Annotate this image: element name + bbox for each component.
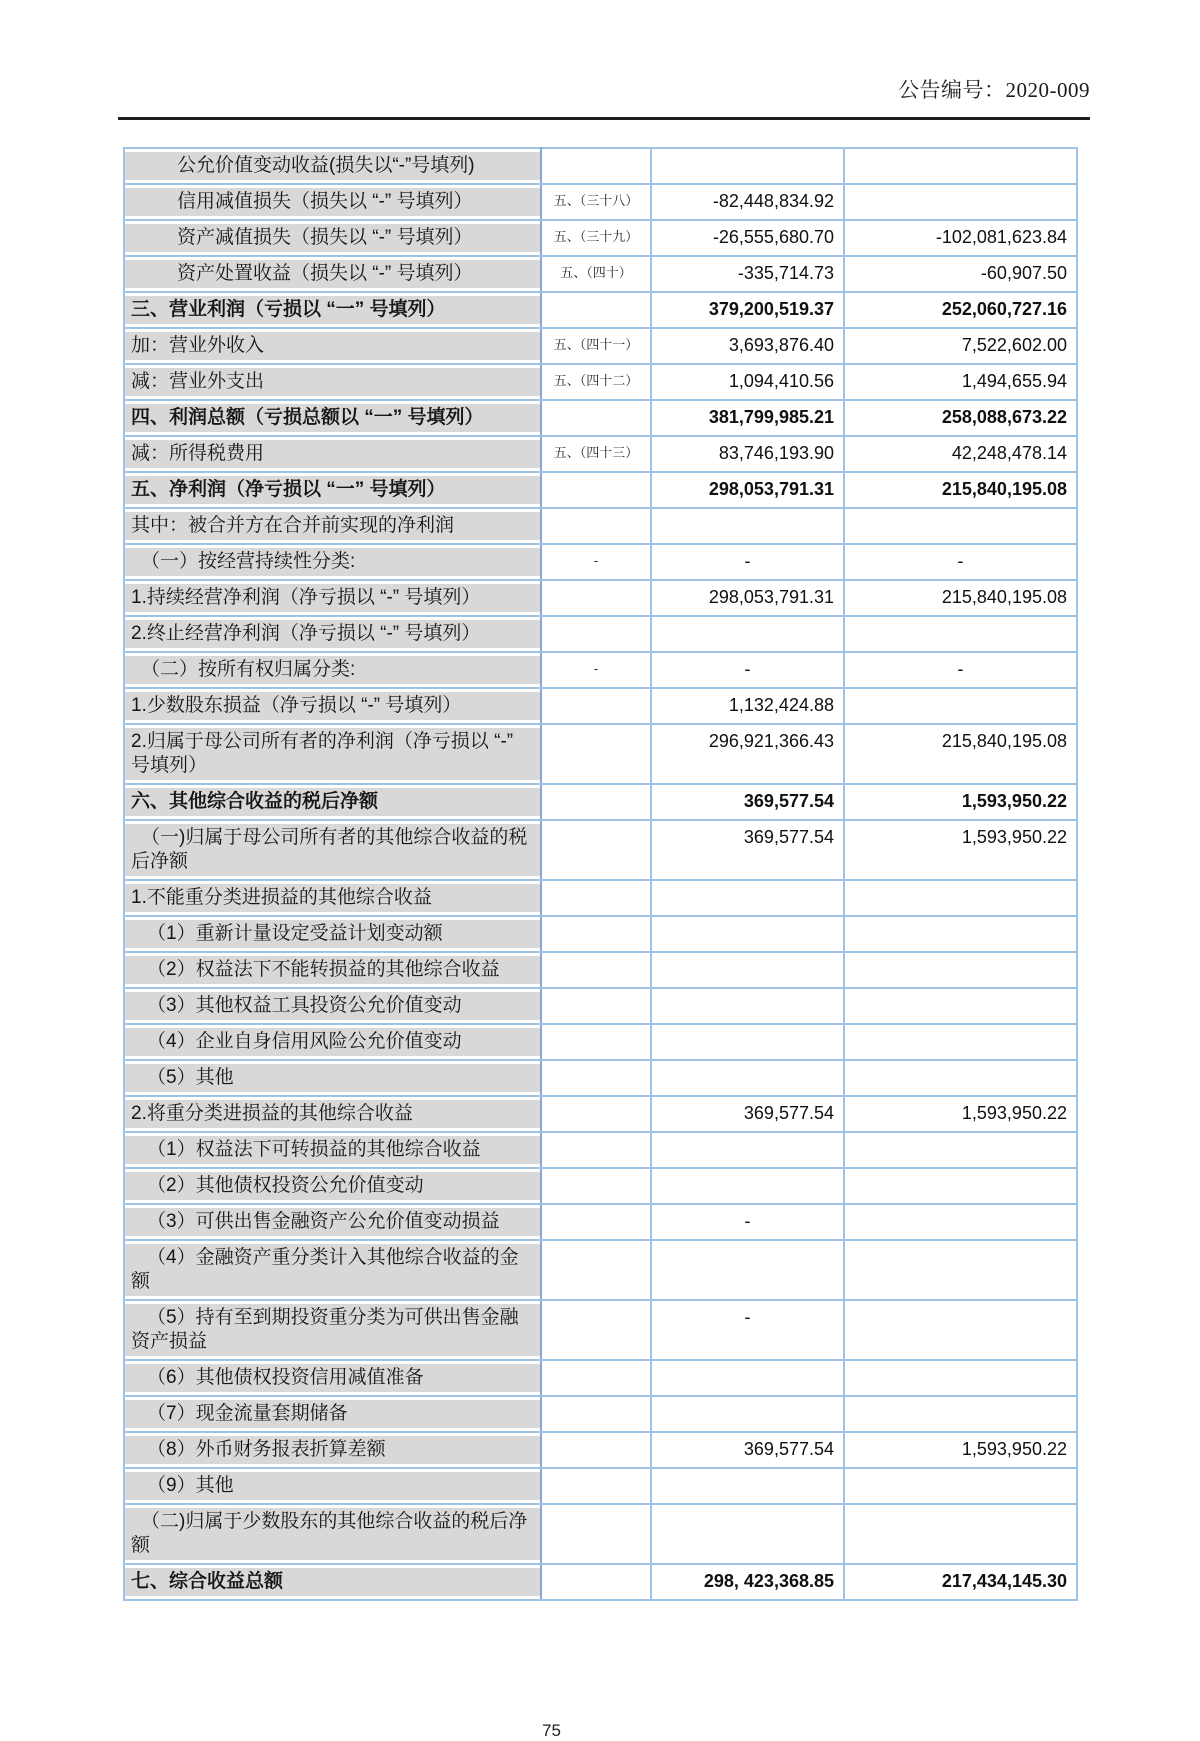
row-label: （1）重新计量设定受益计划变动额 bbox=[125, 920, 540, 948]
row-label: 六、其他综合收益的税后净额 bbox=[125, 788, 540, 816]
row-label-cell bbox=[124, 1360, 541, 1396]
prior-period-amount-cell bbox=[844, 1168, 1077, 1204]
current-period-amount-cell bbox=[651, 1504, 844, 1564]
prior-period-amount-cell bbox=[844, 1060, 1077, 1096]
prior-period-amount-cell bbox=[844, 688, 1077, 724]
table-row bbox=[124, 364, 1077, 400]
row-label-cell bbox=[124, 1060, 541, 1096]
row-label: （5）其他 bbox=[125, 1064, 540, 1092]
prior-period-amount-cell: 215,840,195.08 bbox=[844, 472, 1077, 508]
current-period-amount-cell bbox=[651, 1024, 844, 1060]
current-period-amount-cell: 369,577.54 bbox=[651, 820, 844, 880]
page-number-text: 75 bbox=[542, 1721, 561, 1740]
table-row bbox=[124, 184, 1077, 220]
prior-period-amount-cell bbox=[844, 1204, 1077, 1240]
table-row bbox=[124, 1300, 1077, 1360]
current-period-amount-cell: 1,094,410.56 bbox=[651, 364, 844, 400]
table-row bbox=[124, 580, 1077, 616]
table-row bbox=[124, 1168, 1077, 1204]
row-label-cell bbox=[124, 1168, 541, 1204]
note-reference-cell: 五、（四十） bbox=[541, 256, 651, 292]
row-label: 1.少数股东损益（净亏损以 “-” 号填列） bbox=[125, 692, 540, 720]
row-label-cell bbox=[124, 1132, 541, 1168]
table-row bbox=[124, 688, 1077, 724]
row-label: 1.持续经营净利润（净亏损以 “-” 号填列） bbox=[125, 584, 540, 612]
note-reference-cell bbox=[541, 880, 651, 916]
current-period-amount-cell: 1,132,424.88 bbox=[651, 688, 844, 724]
current-period-amount-cell: - bbox=[651, 544, 844, 580]
table-row bbox=[124, 472, 1077, 508]
table-row bbox=[124, 988, 1077, 1024]
prior-period-amount-cell: - bbox=[844, 544, 1077, 580]
table-row bbox=[124, 916, 1077, 952]
row-label: （5）持有至到期投资重分类为可供出售金融资产损益 bbox=[125, 1304, 540, 1356]
current-period-amount-cell bbox=[651, 1132, 844, 1168]
row-label-cell bbox=[124, 148, 541, 184]
current-period-amount-cell bbox=[651, 1468, 844, 1504]
row-label-cell bbox=[124, 616, 541, 652]
prior-period-amount-cell bbox=[844, 880, 1077, 916]
note-reference-cell bbox=[541, 1564, 651, 1600]
table-row bbox=[124, 508, 1077, 544]
note-reference-cell bbox=[541, 1240, 651, 1300]
current-period-amount-cell bbox=[651, 1168, 844, 1204]
row-label: （6）其他债权投资信用减值准备 bbox=[125, 1364, 540, 1392]
note-reference-cell bbox=[541, 580, 651, 616]
row-label-cell bbox=[124, 544, 541, 580]
note-reference-cell bbox=[541, 1432, 651, 1468]
note-reference-cell bbox=[541, 148, 651, 184]
prior-period-amount-cell: 1,593,950.22 bbox=[844, 1432, 1077, 1468]
row-label: 其中：被合并方在合并前实现的净利润 bbox=[125, 512, 540, 540]
row-label: （一）按经营持续性分类: bbox=[125, 548, 540, 576]
current-period-amount-cell: 298,053,791.31 bbox=[651, 472, 844, 508]
row-label: 四、利润总额（亏损总额以 “一” 号填列） bbox=[125, 404, 540, 432]
page-number bbox=[123, 1721, 1076, 1741]
table-row bbox=[124, 400, 1077, 436]
row-label-cell bbox=[124, 1432, 541, 1468]
note-reference-cell bbox=[541, 1168, 651, 1204]
row-label-cell bbox=[124, 1300, 541, 1360]
note-reference-cell bbox=[541, 820, 651, 880]
row-label: 2.终止经营净利润（净亏损以 “-” 号填列） bbox=[125, 620, 540, 648]
prior-period-amount-cell bbox=[844, 1300, 1077, 1360]
prior-period-amount-cell: - bbox=[844, 652, 1077, 688]
current-period-amount-cell: 369,577.54 bbox=[651, 1432, 844, 1468]
table-row bbox=[124, 328, 1077, 364]
table-row bbox=[124, 148, 1077, 184]
note-reference-cell: 五、（三十八） bbox=[541, 184, 651, 220]
row-label: （8）外币财务报表折算差额 bbox=[125, 1436, 540, 1464]
row-label: 减：营业外支出 bbox=[125, 368, 540, 396]
prior-period-amount-cell bbox=[844, 148, 1077, 184]
note-reference-cell bbox=[541, 688, 651, 724]
note-reference-cell bbox=[541, 400, 651, 436]
row-label-cell bbox=[124, 1396, 541, 1432]
note-reference-cell: 五、（四十二） bbox=[541, 364, 651, 400]
current-period-amount-cell: 296,921,366.43 bbox=[651, 724, 844, 784]
table-row bbox=[124, 1132, 1077, 1168]
prior-period-amount-cell bbox=[844, 1132, 1077, 1168]
row-label-cell bbox=[124, 1096, 541, 1132]
current-period-amount-cell: 381,799,985.21 bbox=[651, 400, 844, 436]
prior-period-amount-cell bbox=[844, 1468, 1077, 1504]
row-label-cell bbox=[124, 952, 541, 988]
row-label: （9）其他 bbox=[125, 1472, 540, 1500]
table-row bbox=[124, 1060, 1077, 1096]
row-label: （4）金融资产重分类计入其他综合收益的金额 bbox=[125, 1244, 540, 1296]
table-row bbox=[124, 256, 1077, 292]
table-row bbox=[124, 652, 1077, 688]
row-label-cell bbox=[124, 508, 541, 544]
row-label: （4）企业自身信用风险公允价值变动 bbox=[125, 1028, 540, 1056]
row-label: 公允价值变动收益(损失以“-”号填列) bbox=[125, 152, 540, 180]
table-row bbox=[124, 1096, 1077, 1132]
announcement-number: 公告编号：2020-009 bbox=[898, 78, 1090, 102]
current-period-amount-cell: 369,577.54 bbox=[651, 1096, 844, 1132]
row-label-cell bbox=[124, 820, 541, 880]
row-label-cell bbox=[124, 1468, 541, 1504]
prior-period-amount-cell: 1,593,950.22 bbox=[844, 1096, 1077, 1132]
current-period-amount-cell bbox=[651, 616, 844, 652]
row-label: （一)归属于母公司所有者的其他综合收益的税后净额 bbox=[125, 824, 540, 876]
note-reference-cell: 五、（四十三） bbox=[541, 436, 651, 472]
prior-period-amount-cell bbox=[844, 1240, 1077, 1300]
row-label: 信用减值损失（损失以 “-” 号填列） bbox=[125, 188, 540, 216]
current-period-amount-cell: 83,746,193.90 bbox=[651, 436, 844, 472]
row-label-cell bbox=[124, 436, 541, 472]
current-period-amount-cell: 379,200,519.37 bbox=[651, 292, 844, 328]
prior-period-amount-cell: -102,081,623.84 bbox=[844, 220, 1077, 256]
prior-period-amount-cell: 258,088,673.22 bbox=[844, 400, 1077, 436]
note-reference-cell bbox=[541, 1360, 651, 1396]
current-period-amount-cell: - bbox=[651, 1300, 844, 1360]
note-reference-cell: - bbox=[541, 652, 651, 688]
note-reference-cell bbox=[541, 988, 651, 1024]
note-reference-cell bbox=[541, 1096, 651, 1132]
prior-period-amount-cell: 1,593,950.22 bbox=[844, 820, 1077, 880]
current-period-amount-cell bbox=[651, 880, 844, 916]
prior-period-amount-cell: 7,522,602.00 bbox=[844, 328, 1077, 364]
note-reference-cell bbox=[541, 1024, 651, 1060]
note-reference-cell bbox=[541, 1300, 651, 1360]
prior-period-amount-cell bbox=[844, 508, 1077, 544]
note-reference-cell bbox=[541, 1504, 651, 1564]
row-label-cell bbox=[124, 880, 541, 916]
prior-period-amount-cell bbox=[844, 1024, 1077, 1060]
row-label-cell bbox=[124, 1504, 541, 1564]
prior-period-amount-cell: 217,434,145.30 bbox=[844, 1564, 1077, 1600]
row-label-cell bbox=[124, 472, 541, 508]
note-reference-cell bbox=[541, 508, 651, 544]
row-label-cell bbox=[124, 1204, 541, 1240]
row-label-cell bbox=[124, 184, 541, 220]
table-row bbox=[124, 436, 1077, 472]
note-reference-cell bbox=[541, 952, 651, 988]
prior-period-amount-cell bbox=[844, 616, 1077, 652]
prior-period-amount-cell bbox=[844, 1360, 1077, 1396]
prior-period-amount-cell bbox=[844, 952, 1077, 988]
row-label-cell bbox=[124, 916, 541, 952]
table-row bbox=[124, 1024, 1077, 1060]
row-label-cell bbox=[124, 400, 541, 436]
row-label-cell bbox=[124, 220, 541, 256]
current-period-amount-cell bbox=[651, 1060, 844, 1096]
current-period-amount-cell: 298,053,791.31 bbox=[651, 580, 844, 616]
row-label: （二)归属于少数股东的其他综合收益的税后净额 bbox=[125, 1508, 540, 1560]
prior-period-amount-cell: 42,248,478.14 bbox=[844, 436, 1077, 472]
row-label: （1）权益法下可转损益的其他综合收益 bbox=[125, 1136, 540, 1164]
table-row bbox=[124, 1360, 1077, 1396]
table-row bbox=[124, 1468, 1077, 1504]
income-statement-table bbox=[123, 147, 1078, 1601]
table-row bbox=[124, 292, 1077, 328]
row-label-cell bbox=[124, 580, 541, 616]
row-label-cell bbox=[124, 292, 541, 328]
row-label-cell bbox=[124, 1564, 541, 1600]
table-row bbox=[124, 1204, 1077, 1240]
prior-period-amount-cell: 1,593,950.22 bbox=[844, 784, 1077, 820]
prior-period-amount-cell bbox=[844, 184, 1077, 220]
row-label: 七、综合收益总额 bbox=[125, 1568, 540, 1596]
row-label: 资产处置收益（损失以 “-” 号填列） bbox=[125, 260, 540, 288]
table-row bbox=[124, 544, 1077, 580]
prior-period-amount-cell bbox=[844, 988, 1077, 1024]
prior-period-amount-cell bbox=[844, 916, 1077, 952]
table-row bbox=[124, 1504, 1077, 1564]
table-row bbox=[124, 784, 1077, 820]
row-label-cell bbox=[124, 784, 541, 820]
header-rule bbox=[118, 117, 1090, 120]
row-label-cell bbox=[124, 1240, 541, 1300]
current-period-amount-cell bbox=[651, 916, 844, 952]
table-row bbox=[124, 616, 1077, 652]
row-label-cell bbox=[124, 1024, 541, 1060]
current-period-amount-cell: - bbox=[651, 1204, 844, 1240]
row-label: （3）可供出售金融资产公允价值变动损益 bbox=[125, 1208, 540, 1236]
table-row bbox=[124, 1396, 1077, 1432]
table-row bbox=[124, 220, 1077, 256]
current-period-amount-cell bbox=[651, 1396, 844, 1432]
prior-period-amount-cell: 1,494,655.94 bbox=[844, 364, 1077, 400]
prior-period-amount-cell bbox=[844, 1504, 1077, 1564]
current-period-amount-cell: 3,693,876.40 bbox=[651, 328, 844, 364]
row-label: （2）其他债权投资公允价值变动 bbox=[125, 1172, 540, 1200]
row-label: （2）权益法下不能转损益的其他综合收益 bbox=[125, 956, 540, 984]
current-period-amount-cell bbox=[651, 952, 844, 988]
note-reference-cell: 五、（四十一） bbox=[541, 328, 651, 364]
note-reference-cell bbox=[541, 616, 651, 652]
row-label-cell bbox=[124, 256, 541, 292]
row-label-cell bbox=[124, 328, 541, 364]
row-label: 减：所得税费用 bbox=[125, 440, 540, 468]
current-period-amount-cell bbox=[651, 148, 844, 184]
current-period-amount-cell bbox=[651, 508, 844, 544]
note-reference-cell bbox=[541, 1204, 651, 1240]
current-period-amount-cell: 298, 423,368.85 bbox=[651, 1564, 844, 1600]
current-period-amount-cell bbox=[651, 988, 844, 1024]
current-period-amount-cell bbox=[651, 1240, 844, 1300]
current-period-amount-cell: 369,577.54 bbox=[651, 784, 844, 820]
current-period-amount-cell: - bbox=[651, 652, 844, 688]
row-label: （二）按所有权归属分类: bbox=[125, 656, 540, 684]
note-reference-cell bbox=[541, 1468, 651, 1504]
prior-period-amount-cell: -60,907.50 bbox=[844, 256, 1077, 292]
prior-period-amount-cell: 215,840,195.08 bbox=[844, 724, 1077, 784]
row-label-cell bbox=[124, 988, 541, 1024]
table-row bbox=[124, 724, 1077, 784]
row-label: 1.不能重分类进损益的其他综合收益 bbox=[125, 884, 540, 912]
row-label: 2.归属于母公司所有者的净利润（净亏损以 “-” 号填列） bbox=[125, 728, 540, 780]
note-reference-cell bbox=[541, 1060, 651, 1096]
row-label: （7）现金流量套期储备 bbox=[125, 1400, 540, 1428]
prior-period-amount-cell: 215,840,195.08 bbox=[844, 580, 1077, 616]
row-label: 资产减值损失（损失以 “-” 号填列） bbox=[125, 224, 540, 252]
note-reference-cell: - bbox=[541, 544, 651, 580]
note-reference-cell bbox=[541, 724, 651, 784]
current-period-amount-cell: -26,555,680.70 bbox=[651, 220, 844, 256]
row-label-cell bbox=[124, 688, 541, 724]
row-label-cell bbox=[124, 652, 541, 688]
row-label: 加：营业外收入 bbox=[125, 332, 540, 360]
row-label: 五、净利润（净亏损以 “一” 号填列） bbox=[125, 476, 540, 504]
table-row bbox=[124, 820, 1077, 880]
row-label-cell bbox=[124, 364, 541, 400]
current-period-amount-cell: -335,714.73 bbox=[651, 256, 844, 292]
prior-period-amount-cell: 252,060,727.16 bbox=[844, 292, 1077, 328]
row-label: 三、营业利润（亏损以 “一” 号填列） bbox=[125, 296, 540, 324]
note-reference-cell bbox=[541, 292, 651, 328]
table-row bbox=[124, 1564, 1077, 1600]
row-label: （3）其他权益工具投资公允价值变动 bbox=[125, 992, 540, 1020]
row-label-cell bbox=[124, 724, 541, 784]
table-row bbox=[124, 952, 1077, 988]
note-reference-cell bbox=[541, 916, 651, 952]
prior-period-amount-cell bbox=[844, 1396, 1077, 1432]
note-reference-cell bbox=[541, 1396, 651, 1432]
current-period-amount-cell bbox=[651, 1360, 844, 1396]
note-reference-cell bbox=[541, 784, 651, 820]
note-reference-cell: 五、（三十九） bbox=[541, 220, 651, 256]
note-reference-cell bbox=[541, 1132, 651, 1168]
table-row bbox=[124, 1432, 1077, 1468]
current-period-amount-cell: -82,448,834.92 bbox=[651, 184, 844, 220]
table-row bbox=[124, 880, 1077, 916]
note-reference-cell bbox=[541, 472, 651, 508]
table-row bbox=[124, 1240, 1077, 1300]
row-label: 2.将重分类进损益的其他综合收益 bbox=[125, 1100, 540, 1128]
